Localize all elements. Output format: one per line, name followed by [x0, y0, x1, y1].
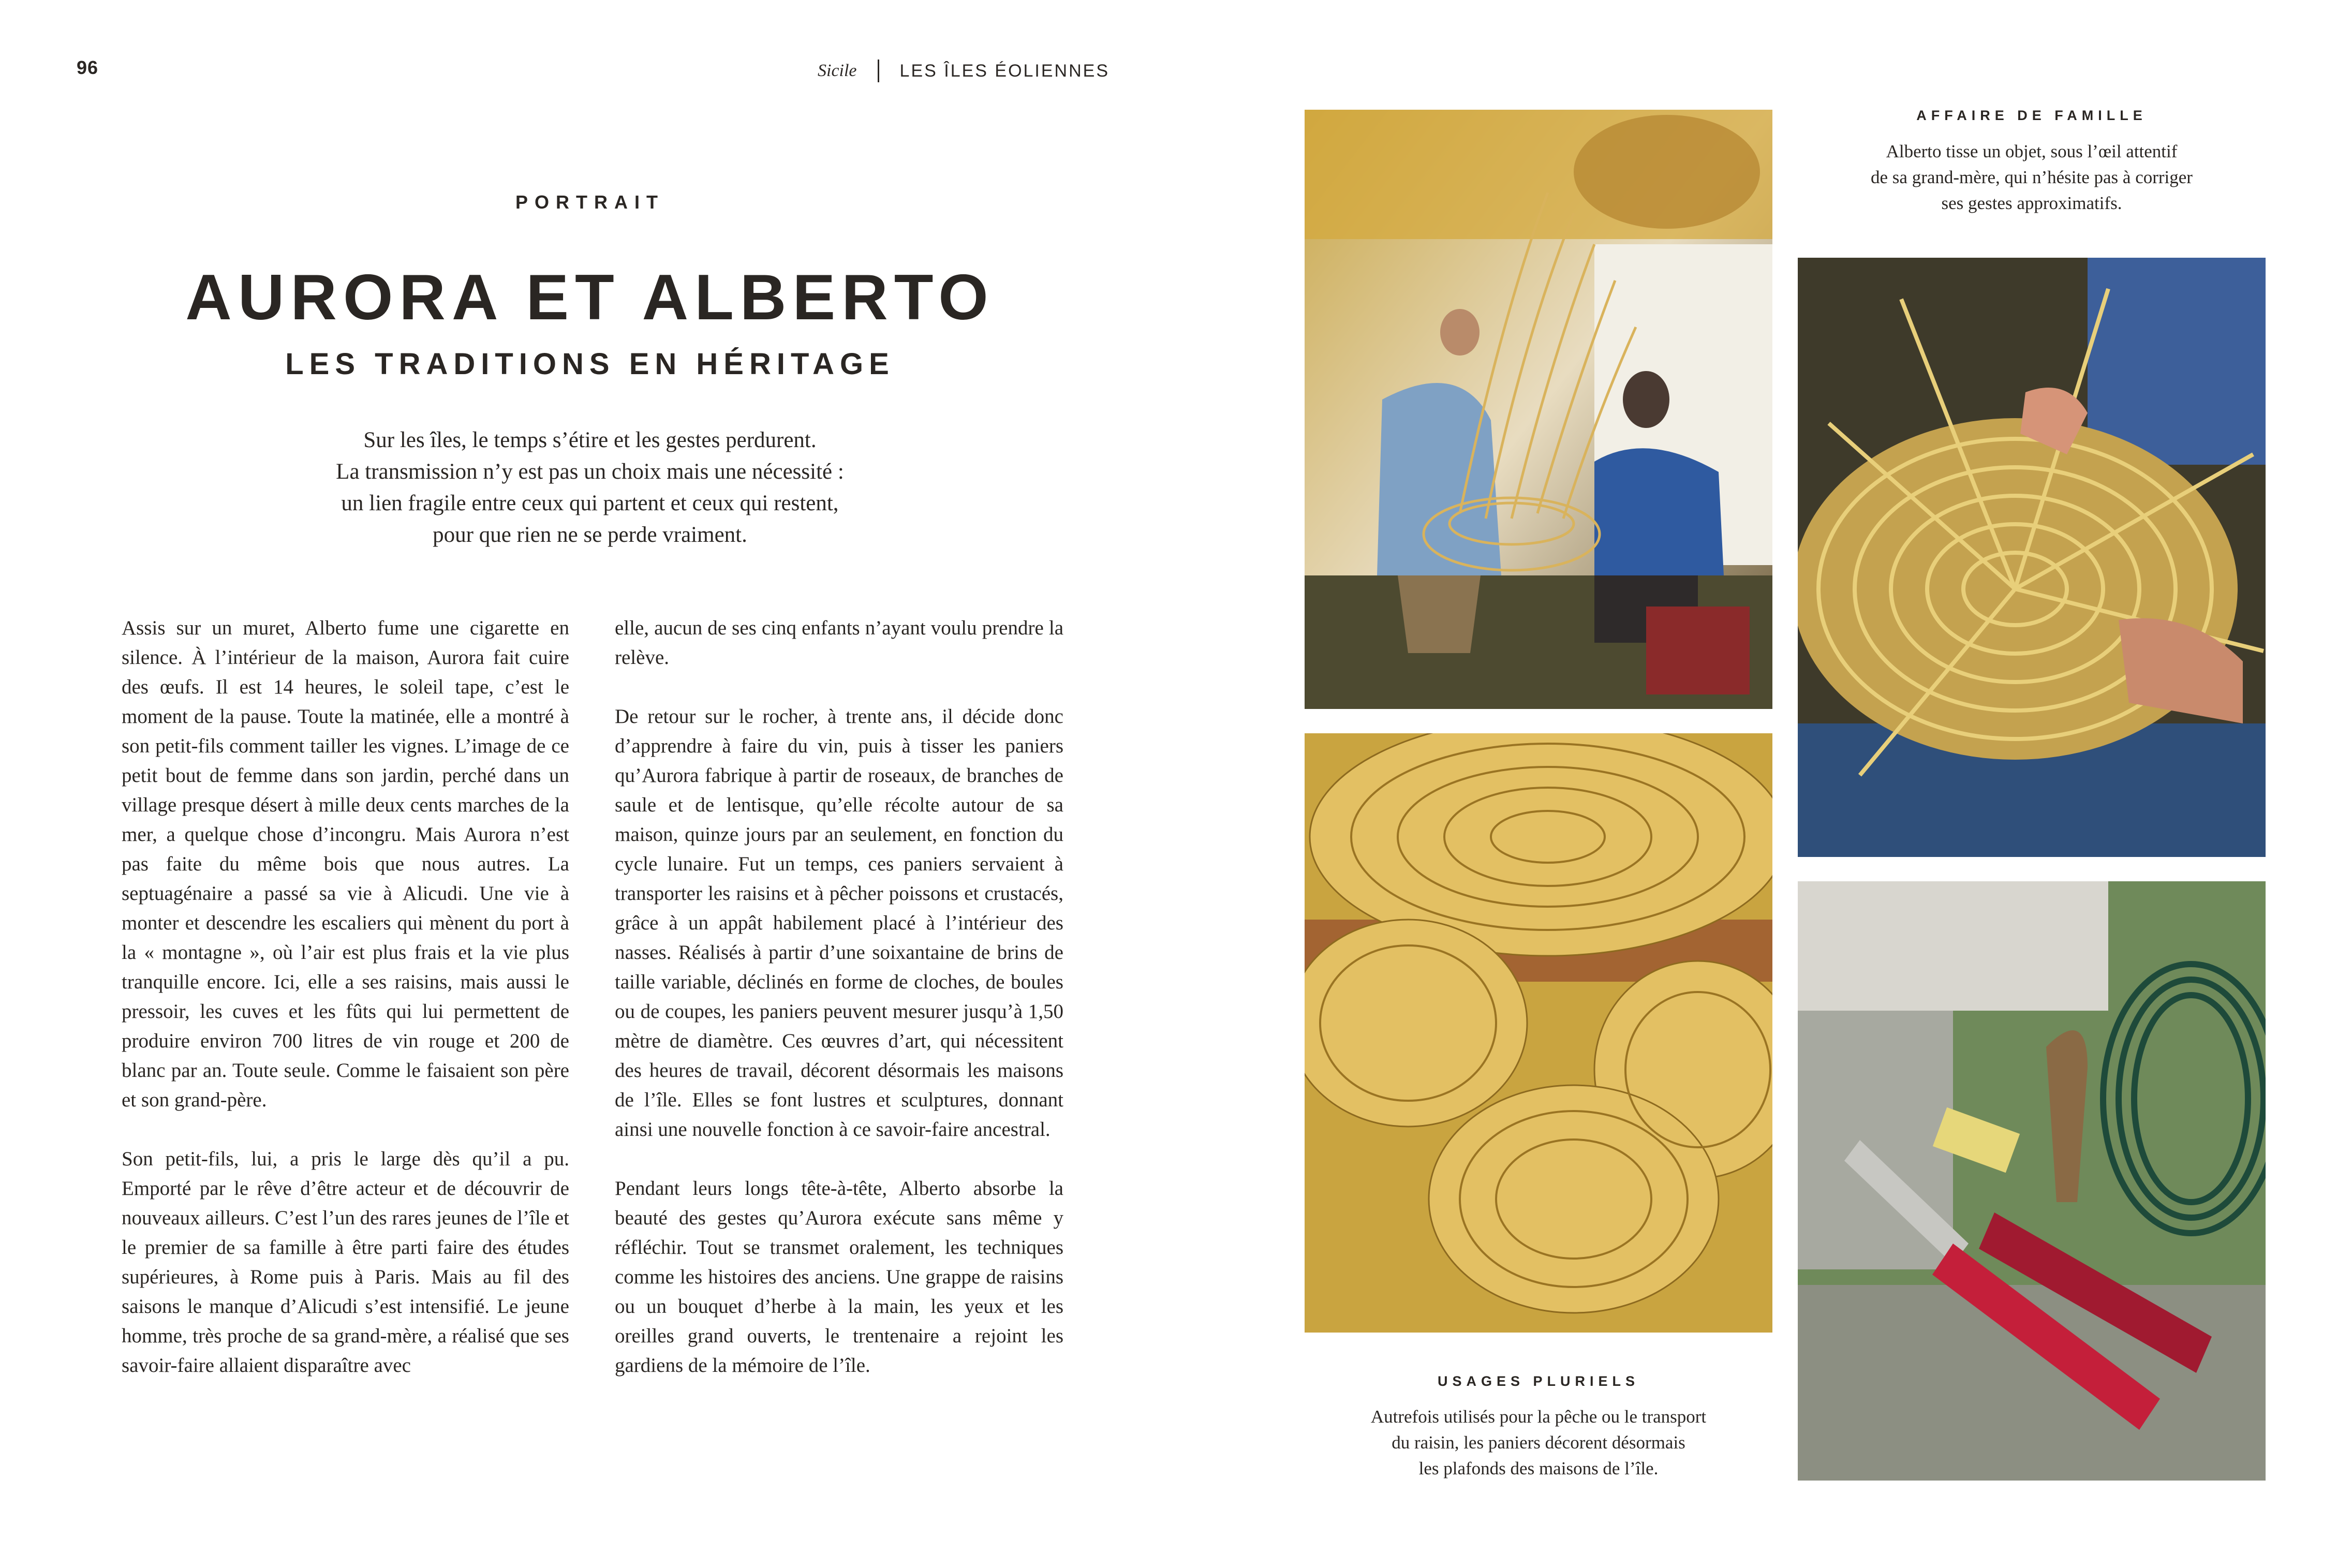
photo-hands-weaving	[1798, 258, 2266, 857]
article-subtitle: LES TRADITIONS EN HÉRITAGE	[285, 347, 895, 381]
caption-line: de sa grand-mère, qui n’hésite pas à corriger	[1871, 167, 2193, 187]
page-number: 96	[77, 57, 99, 78]
caption-uses	[1305, 1404, 1772, 1482]
caption-family	[1798, 139, 2266, 216]
body-column-right	[615, 613, 1063, 1410]
lede-line: pour que rien ne se perde vraiment.	[433, 523, 747, 547]
article-lede	[225, 424, 955, 551]
body-paragraph: elle, aucun de ses cinq enfants n’ayant voulu prendre la relève.	[615, 617, 1063, 669]
photo-tools	[1798, 881, 2266, 1481]
body-paragraph: Son petit-fils, lui, a pris le large dès qu’il a pu. Emporté par le rêve d’être acteur et de découvrir de nouveaux ailleurs. C’est l’un des rares jeunes de l’île et le premier de sa famille à être parti faire des études supérieures, à Rome puis à Paris. Mais au fil des saisons le manque d’Alicudi s’est intensifié. Le jeune homme, très proche de sa grand-mère, a réalisé que ses savoir-faire allaient disparaître avec	[122, 1148, 569, 1377]
caption-line: du raisin, les paniers décorent désormais	[1392, 1432, 1685, 1453]
lede-line: Sur les îles, le temps s’étire et les gestes perdurent.	[363, 428, 817, 452]
lede-line: La transmission n’y est pas un choix mais une nécessité :	[336, 460, 844, 484]
body-paragraph: Assis sur un muret, Alberto fume une cigarette en silence. À l’intérieur de la maison, Aurora fait cuire des œufs. Il est 14 heures, le soleil tape, c’est le moment de la pause. Toute la matinée, elle a montré à son petit-fils comment tailler les vignes. L’image de ce petit bout de femme dans son jardin, perché dans un village presque désert à mille deux cents marches de la mer, a quelque chose d’incongru. Mais Aurora n’est pas faite du même bois que nous autres. La septuagénaire a passé sa vie à Alicudi. Une vie à monter et descendre les escaliers qui mènent du port à la « montagne », où l’air est plus frais et la vie plus tranquille encore. Ici, elle a ses raisins, mais aussi le pressoir, les cuves et les fûts qui lui permettent de produire environ 700 litres de vin rouge et 200 de blanc par an. Toute seule. Comme le faisaient son père et son grand-père.	[122, 617, 569, 1111]
header-divider	[878, 60, 879, 82]
photo-alberto-aurora-weaving	[1305, 110, 1772, 709]
caption-line: Alberto tisse un objet, sous l’œil attentif	[1886, 141, 2178, 161]
body-paragraph: De retour sur le rocher, à trente ans, il décide donc d’apprendre à faire du vin, puis à tisser les paniers qu’Aurora fabrique à partir de roseaux, de branches de saule et de lentisque, qu’elle récolte autour de sa maison, quinze jours par an seulement, en fonction du cycle lunaire. Fut un temps, ces paniers servaient à transporter les raisins et à pêcher poissons et crustacés, grâce à un appât habilement placé à l’intérieur des nasses. Réalisés à partir d’une soixantaine de brins de taille variable, déclinés en forme de cloches, de boules ou de coupes, les paniers peuvent mesurer jusqu’à 1,50 mètre de diamètre. Ces œuvres d’art, qui nécessitent des heures de travail, décorent désormais les maisons de l’île. Elles se font lustres et sculptures, donnant ainsi une nouvelle fonction à ce savoir-faire ancestral.	[615, 705, 1063, 1141]
caption-line: Autrefois utilisés pour la pêche ou le transport	[1370, 1407, 1707, 1427]
photo-basket-lamps	[1305, 733, 1772, 1333]
caption-title-uses: USAGES PLURIELS	[1437, 1373, 1640, 1389]
section-name: Sicile	[818, 61, 857, 80]
caption-title-family: AFFAIRE DE FAMILLE	[1916, 108, 2147, 123]
caption-line: ses gestes approximatifs.	[1941, 193, 2122, 213]
running-header	[818, 58, 1110, 84]
caption-line: les plafonds des maisons de l’île.	[1418, 1458, 1659, 1478]
article-kicker: PORTRAIT	[515, 191, 664, 213]
chapter-name: LES ÎLES ÉOLIENNES	[899, 61, 1110, 81]
body-column-left	[122, 613, 569, 1410]
body-paragraph: Pendant leurs longs tête-à-tête, Alberto absorbe la beauté des gestes qu’Aurora exécute sans même y réfléchir. Tout se transmet oralement, les techniques comme les histoires des anciens. Une grappe de raisins ou un bouquet d’herbe à la main, les yeux et les oreilles grand ouverts, le trentenaire a rejoint les gardiens de la mémoire de l’île.	[615, 1177, 1063, 1377]
article-title: AURORA ET ALBERTO	[185, 262, 995, 333]
lede-line: un lien fragile entre ceux qui partent et ceux qui restent,	[341, 491, 839, 515]
